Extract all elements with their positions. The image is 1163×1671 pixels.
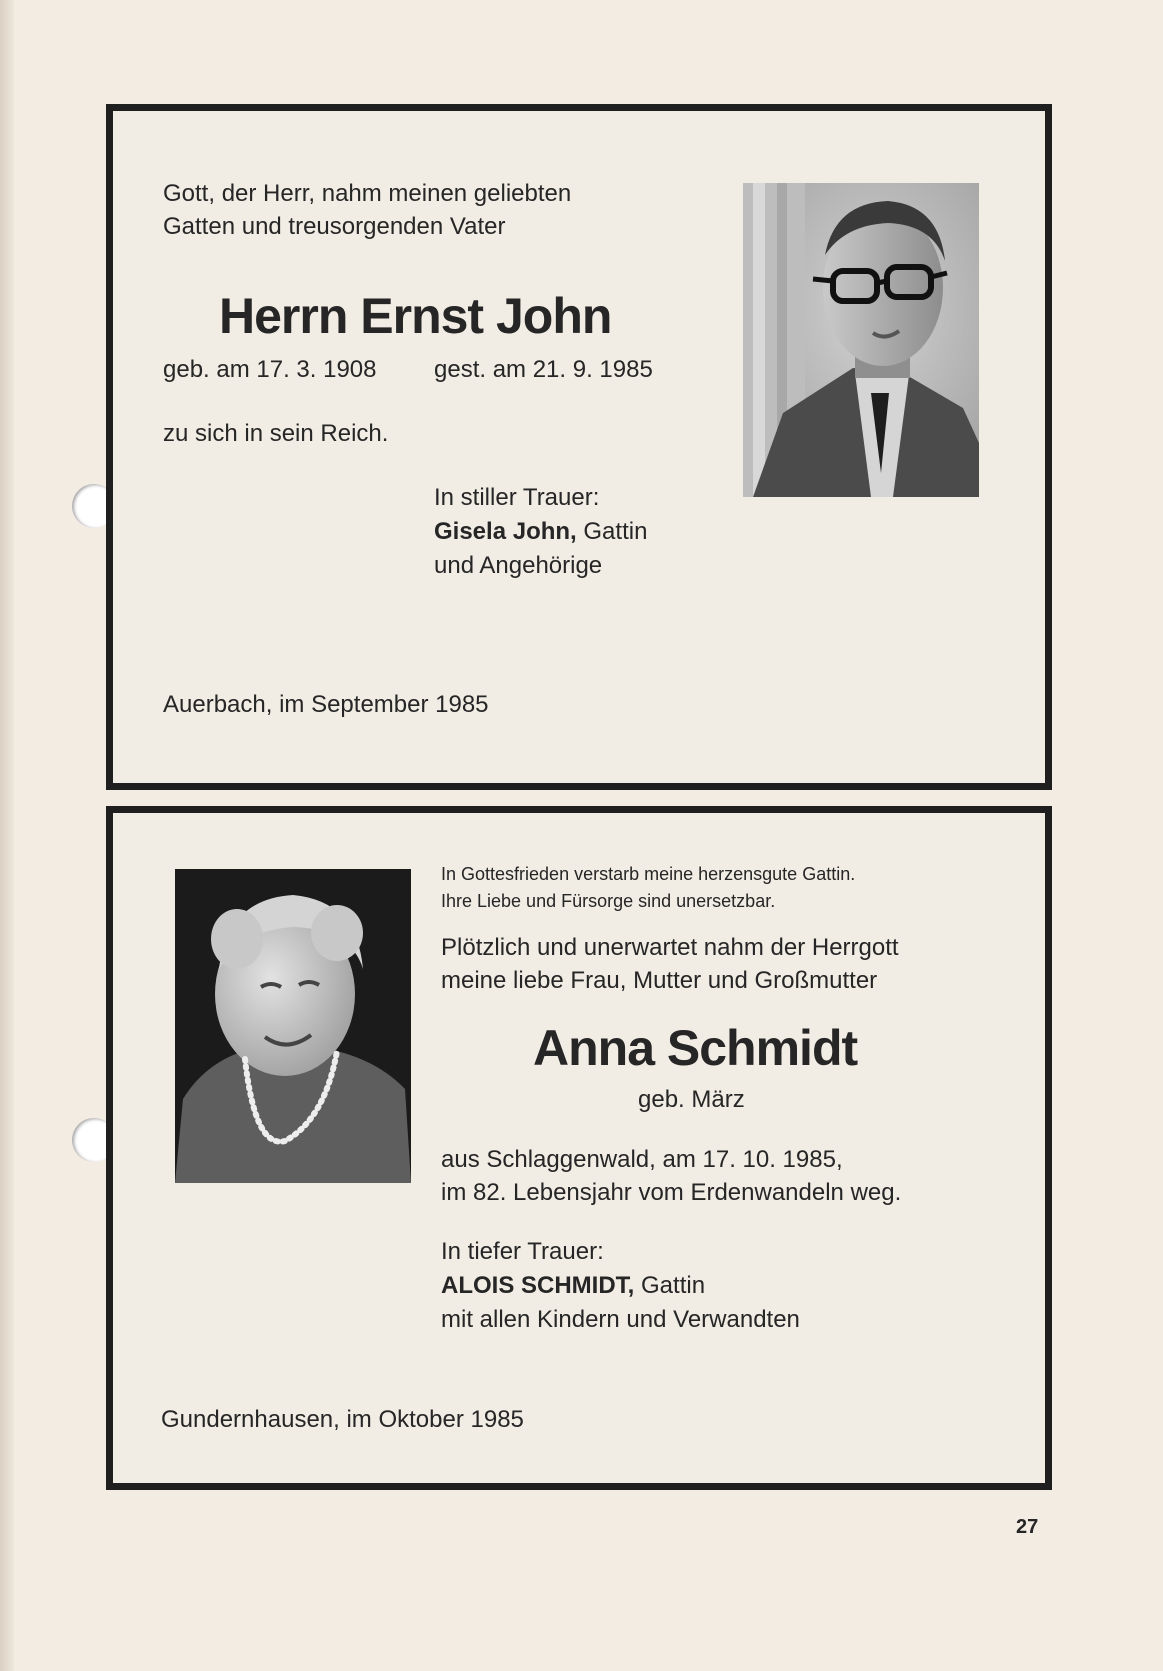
- mourner-role: Gattin: [634, 1272, 706, 1299]
- portrait-man-photo: [743, 183, 979, 497]
- place-date: Gundernhausen, im Oktober 1985: [161, 1406, 524, 1433]
- book-spine-shadow: [0, 0, 14, 1671]
- obituary-card-anna-schmidt: [106, 806, 1052, 1490]
- portrait-woman-photo: [175, 869, 411, 1183]
- maiden-name: geb. März: [638, 1086, 745, 1113]
- mourner-line: [441, 1269, 705, 1302]
- age-line: im 82. Lebensjahr vom Erdenwandeln weg.: [441, 1179, 902, 1206]
- deceased-name: Anna Schmidt: [533, 1020, 858, 1076]
- mourning-heading: In tiefer Trauer:: [441, 1238, 604, 1265]
- small-line-2: Ihre Liebe und Fürsorge sind unersetzbar.: [441, 891, 776, 911]
- mourner-role: Gattin: [576, 518, 648, 545]
- intro-line-2: Gatten und treusorgenden Vater: [163, 213, 506, 240]
- place-date: Auerbach, im September 1985: [163, 691, 489, 718]
- deceased-name: Herrn Ernst John: [219, 288, 612, 344]
- mourner-name: ALOIS SCHMIDT,: [441, 1272, 635, 1299]
- mourner-name: Gisela John,: [434, 518, 577, 545]
- small-line-1: In Gottesfrieden verstarb meine herzensgute Gattin.: [441, 864, 856, 884]
- intro-line-2: meine liebe Frau, Mutter und Großmutter: [441, 967, 878, 994]
- relatives-line: und Angehörige: [434, 552, 603, 579]
- place-date-line: aus Schlaggenwald, am 17. 10. 1985,: [441, 1146, 843, 1173]
- intro-line-1: Gott, der Herr, nahm meinen geliebten: [163, 180, 572, 207]
- mourner-line: [434, 515, 647, 548]
- death-date: gest. am 21. 9. 1985: [434, 356, 653, 383]
- reich-line: zu sich in sein Reich.: [163, 420, 389, 447]
- page-number: 27: [1016, 1516, 1039, 1538]
- relatives-line: mit allen Kindern und Verwandten: [441, 1306, 800, 1333]
- intro-line-1: Plötzlich und unerwartet nahm der Herrgott: [441, 934, 899, 961]
- birth-date: geb. am 17. 3. 1908: [163, 356, 377, 383]
- mourning-heading: In stiller Trauer:: [434, 484, 600, 511]
- obituary-card-ernst-john: [106, 104, 1052, 790]
